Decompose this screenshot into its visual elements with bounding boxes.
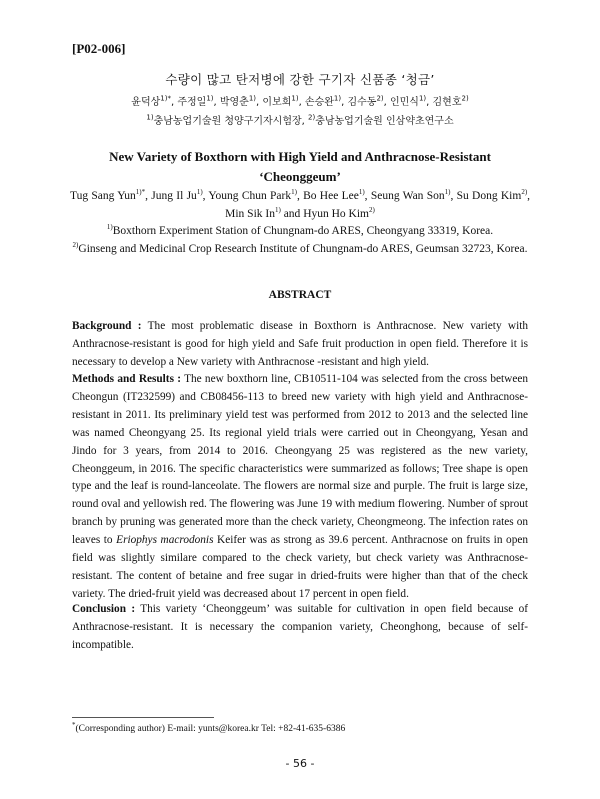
affiliation-2: $^{2)}$Ginseng and Medicinal Crop Research Institute of Chungnam-do ARES, Geumsan 32723, Korea. xyxy=(72,241,528,255)
author: 손승완$^{1)}$ xyxy=(304,94,342,108)
author: 이보희$^{1)}$ xyxy=(262,94,299,108)
footnote: *(Corresponding author) E-mail: yunts@korea.kr Tel: +82-41-635-6386 xyxy=(72,720,346,734)
author: 김현호$^{2)}$ xyxy=(432,94,469,108)
author: 주정일$^{1)}$ xyxy=(177,94,214,108)
abstract-background: Background : The most problematic disease in Boxthorn is Anthracnose. New variety with Anthracnose-resistant is good for high yield and Safe fruit production in open field. Therefore it is necessary to develop a New variety with Anthracnose -resistant and high yield. xyxy=(72,320,528,368)
author: 김수동$^{2)}$ xyxy=(347,94,384,108)
korean-affiliations: $^{1)}$충남농업기술원 청양구기자시험장, $^{2)}$충남농업기술원 인삼약초연구소 xyxy=(146,113,454,127)
page-number: - 56 - xyxy=(285,757,315,770)
author: 인민식$^{1)}$ xyxy=(389,94,427,108)
paper-code: [P02-006] xyxy=(72,41,126,56)
english-authors: Tug Sang Yun$^{1)*}$, Jung Il Ju$^{1)}$, Young Chun Park$^{1)}$, Bo Hee Lee$^{1)}$, Seung Wan Son$^{1)}$, Su Dong Kim$^{2)}$, Min Sik In$^{1)}$ and Hyun Ho Kim$^{2)}$ xyxy=(70,188,531,220)
abstract-heading: ABSTRACT xyxy=(268,289,332,301)
abstract-methods-results: Methods and Results : The new boxthorn line, CB10511-104 was selected from the cross between Cheongun (IT232599) and CB08456-113 to breed new variety with high yield and Anthracnose-resistant in 2011. Its preliminary yield test was performed from 2012 to 2013 and the selected line was named Cheongyang 25. Its regional yield trials were carried out in Cheongyang, Yesan and Jindo for 3 years, from 2014 to 2016. Cheongyang 25 was registered as the new variety, Cheonggeum, in 2016. The specific characteristics were summarized as follows; Tree shape is open type and the leaf is round-lanceolate. The flowers are normal size and purple. The fruit is large size, round oval and yellowish red. The flowering was June 19 with medium flowering. Number of sprout branch by pruning was generated more than the check variety, Cheongmeong. The infection rates on leaves to Eriophys macrodonis Keifer was as strong as 39.6 percent. Anthracnose on fruits in open field was slightly similare compared to the check variety, but check variety was Anthracnose-resistant. The content of betaine and free sugar in dried-fruits were higher than that of the check variety. The dried-fruit yield was decreased about 17 percent in open field. xyxy=(72,373,529,600)
abstract-conclusion: Conclusion : This variety ‘Cheonggeum’ was suitable for cultivation in open field because of Anthracnose-resistant. It is necessary the companion variety, Cheonghong, because of self-incompatible. xyxy=(72,603,529,651)
english-title: New Variety of Boxthorn with High Yield and Anthracnose-Resistant ‘Cheonggeum’ xyxy=(109,149,491,184)
author: 박영춘$^{1)}$ xyxy=(219,94,257,108)
footnote-divider xyxy=(72,717,214,718)
affiliation-1: $^{1)}$Boxthorn Experiment Station of Chungnam-do ARES, Cheongyang 33319, Korea. xyxy=(106,223,494,237)
korean-title: 수량이 많고 탄저병에 강한 구기자 신품종 ‘청금’ xyxy=(165,72,435,87)
korean-authors: 윤덕상$^{1)*}$, 주정일$^{1)}$, 박영춘$^{1)}$, 이보희$^{1)}$, 손승완$^{1)}$, 김수동$^{2)}$, 인민식$^{1)}$, 김현호$^{2)}$ xyxy=(131,94,469,108)
author: 윤덕상$^{1)*}$ xyxy=(131,94,171,108)
